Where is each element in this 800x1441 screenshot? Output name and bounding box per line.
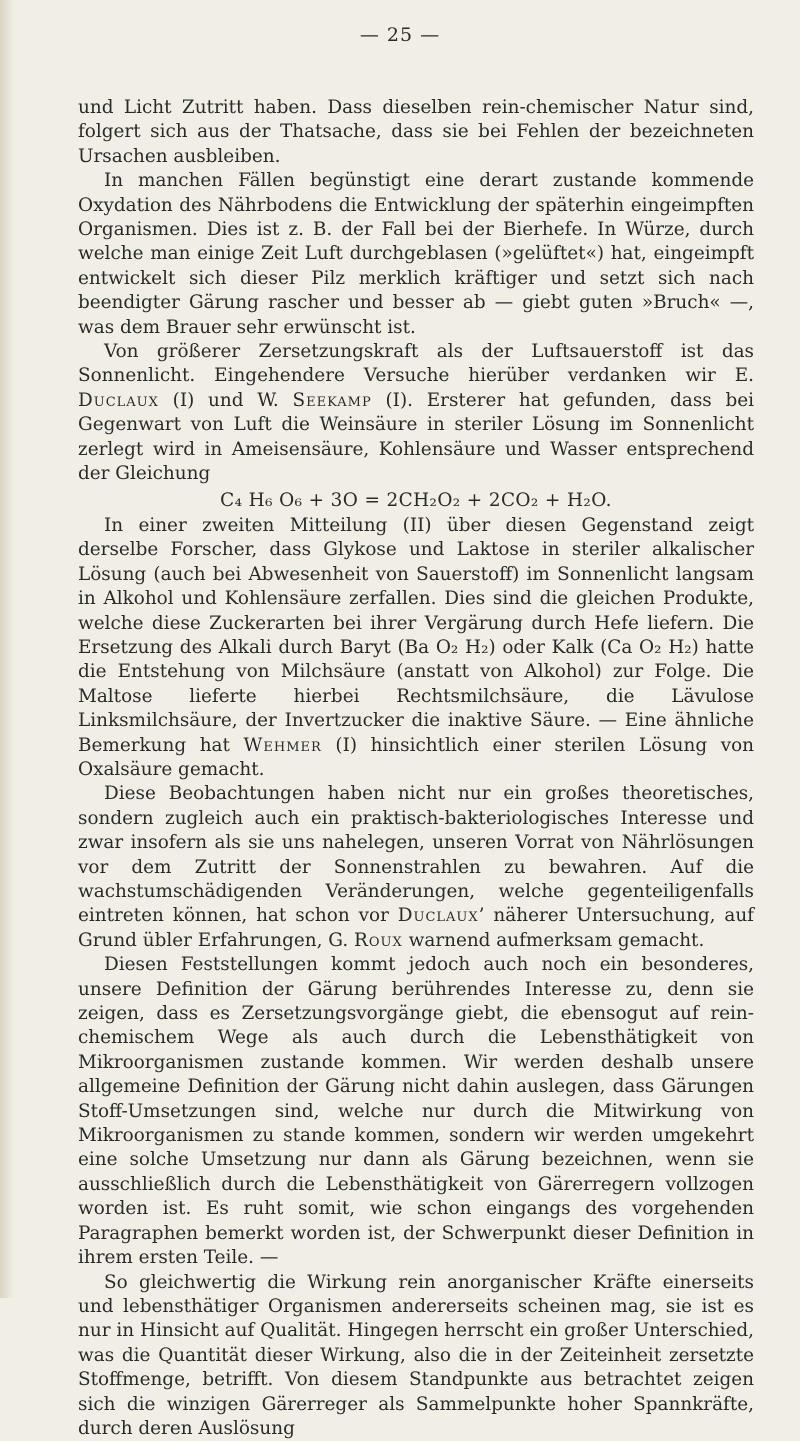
author-wehmer: Wehmer xyxy=(243,735,321,756)
paragraph-4-end: (I) hinsichtlich einer sterilen Lösung von Oxalsäure gemacht. xyxy=(78,735,754,780)
binding-shadow xyxy=(0,0,14,1298)
paragraph-5-mid: ’ näherer Untersuchung, auf Grund übler Erfahrungen, G. xyxy=(78,905,754,950)
paragraph-5-end: warnend aufmerksam gemacht. xyxy=(403,930,705,951)
paragraph-6: Diesen Feststellungen kommt jedoch auch noch ein besonderes, unsere Definition der Gärung berührendes Interesse zu, denn sie zeigen, dass es Zersetzungsvorgänge giebt, die ebensogut auf rein-chemischem Wege als auch durch die Lebensthätigkeit von Mikroorganismen zustande kommen. Wir werden deshalb unsere allgemeine Definition der Gärung nicht dahin auslegen, dass Gärungen Stoff-Umsetzungen sind, welche nur durch die Mitwirkung von Mikroorganismen zu stande kommen, sondern wir werden umgekehrt eine solche Umsetzung nur dann als Gärung bezeichnen, wenn sie ausschließlich durch die Lebensthätigkeit von Gärerregern vollzogen worden ist. Es ruht somit, wie schon eingangs des vorgehenden Paragraphen bemerkt worden ist, der Schwerpunkt dieser Definition in ihrem ersten Teile. — xyxy=(78,953,754,1270)
paragraph-3-text: Von größerer Zersetzungskraft als der Luftsauerstoff ist das Sonnenlicht. Eingehendere Versuche hierüber verdanken wir E. xyxy=(78,341,754,386)
paragraph-3-end: (I). Ersterer hat gefunden, dass bei Gegenwart von Luft die Weinsäure in steriler Lösung im Sonnenlicht zerlegt wird in Ameisensäure, Kohlensäure und Wasser entsprechend der Gleichung xyxy=(78,390,754,484)
author-duclaux: Duclaux xyxy=(78,390,159,411)
paragraph-3-mid: (I) und W. xyxy=(159,390,293,411)
paragraph-4-text: In einer zweiten Mitteilung (II) über diesen Gegenstand zeigt derselbe Forscher, dass Glykose und Laktose in steriler alkalischer Lösung (auch bei Abwesenheit von Sauerstoff) im Sonnenlicht langsam in Alkohol und Kohlensäure zerfallen. Dies sind die gleichen Produkte, welche diese Zuckerarten bei ihrer Vergärung durch Hefe liefern. Die Ersetzung des Alkali durch Baryt (Ba O₂ H₂) oder Kalk (Ca O₂ H₂) hatte die Entstehung von Milchsäure (anstatt von Alkohol) zur Folge. Die Maltose lieferte hierbei Rechtsmilchsäure, die Lävulose Linksmilchsäure, der Invertzucker die inaktive Säure. — Eine ähnliche Bemerkung hat xyxy=(78,515,754,756)
paragraph-1: und Licht Zutritt haben. Dass dieselben rein-chemischer Natur sind, folgert sich aus der Thatsache, dass sie bei Fehlen der bezeichneten Ursachen ausbleiben. xyxy=(78,96,754,169)
paragraph-2: In manchen Fällen begünstigt eine derart zustande kommende Oxydation des Nährbodens die Entwicklung der späterhin eingeimpften Organismen. Dies ist z. B. der Fall bei der Bierhefe. In Würze, durch welche man einige Zeit Luft durchgeblasen (»gelüftet«) hat, eingeimpft entwickelt sich dieser Pilz merklich kräftiger und setzt sich nach beendigter Gärung rascher und besser ab — giebt guten »Bruch« —, was dem Brauer sehr erwünscht ist. xyxy=(78,169,754,340)
chemical-equation: C₄ H₆ O₆ + 3O = 2CH₂O₂ + 2CO₂ + H₂O. xyxy=(78,489,754,513)
author-duclaux-2: Duclaux xyxy=(398,905,479,926)
body-text xyxy=(78,96,754,1441)
paragraph-5 xyxy=(78,782,754,953)
paragraph-5-text: Diese Beobachtungen haben nicht nur ein großes theoretisches, sondern zugleich auch ein praktisch-bakteriologisches Interesse und zwar insofern als sie uns nahelegen, unseren Vorrat von Nährlösungen vor dem Zutritt der Sonnenstrahlen zu bewahren. Auf die wachstumschädigenden Veränderungen, welche gegenteiligenfalls eintreten können, hat schon vor xyxy=(78,783,754,926)
author-seekamp: Seekamp xyxy=(293,390,372,411)
paragraph-4 xyxy=(78,514,754,782)
author-roux: Roux xyxy=(354,930,403,951)
paragraph-7: So gleichwertig die Wirkung rein anorganischer Kräfte einerseits und lebensthätiger Organismen andererseits scheinen mag, sie ist es nur in Hinsicht auf Qualität. Hingegen herrscht ein großer Unterschied, was die Quantität dieser Wirkung, also die in der Zeiteinheit zersetzte Stoffmenge, betrifft. Von diesem Standpunkte aus betrachtet zeigen sich die winzigen Gärerreger als Sammelpunkte hoher Spannkräfte, durch deren Auslösung xyxy=(78,1271,754,1441)
paragraph-3 xyxy=(78,340,754,486)
page-number: — 25 — xyxy=(0,24,800,46)
